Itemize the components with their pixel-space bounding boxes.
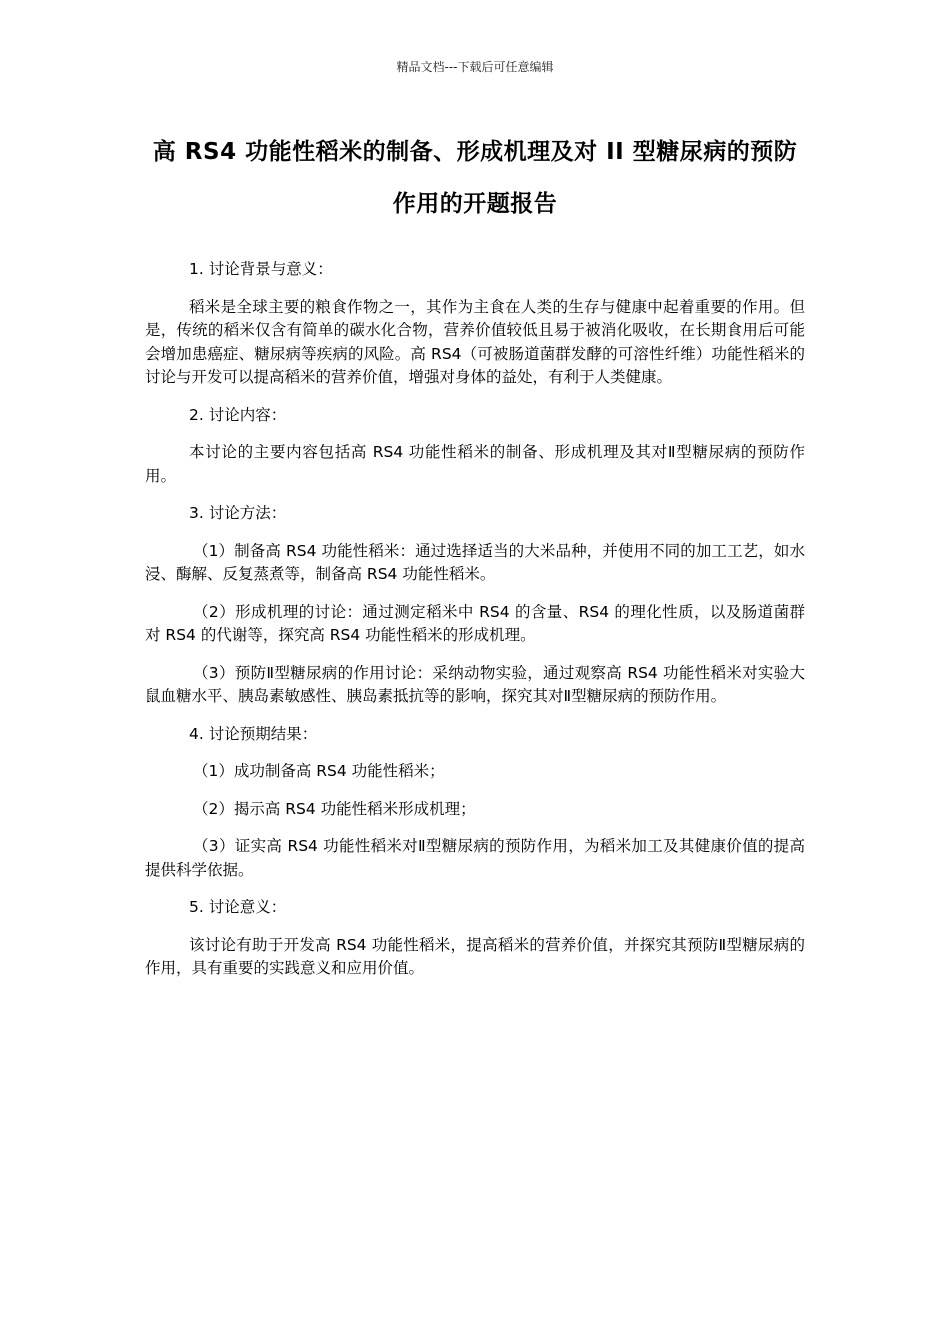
section-paragraph: 该讨论有助于开发高 RS4 功能性稻米，提高稻米的营养价值，并探究其预防Ⅱ型糖尿病的作用，具有重要的实践意义和应用价值。	[145, 935, 805, 977]
section-heading: 3. 讨论方法：	[189, 504, 287, 522]
document-body	[145, 258, 805, 995]
document-title: 高 RS4 功能性稻米的制备、形成机理及对 II 型糖尿病的预防作用的开题报告	[152, 139, 798, 217]
method-item: （3）预防Ⅱ型糖尿病的作用讨论：采纳动物实验，通过观察高 RS4 功能性稻米对实验大鼠血糖水平、胰岛素敏感性、胰岛素抵抗等的影响，探究其对Ⅱ型糖尿病的预防作用。	[145, 663, 805, 705]
section-paragraph: 稻米是全球主要的粮食作物之一，其作为主食在人类的生存与健康中起着重要的作用。但是，传统的稻米仅含有简单的碳水化合物，营养价值较低且易于被消化吸收，在长期食用后可能会增加患癌症、糖尿病等疾病的风险。高 RS4（可被肠道菌群发酵的可溶性纤维）功能性稻米的讨论与开发可以提高稻米的营养价值，增强对身体的益处，有利于人类健康。	[145, 297, 805, 386]
section-paragraph: 本讨论的主要内容包括高 RS4 功能性稻米的制备、形成机理及其对Ⅱ型糖尿病的预防作用。	[145, 443, 805, 485]
expected-result-item: （2）揭示高 RS4 功能性稻米形成机理；	[193, 799, 476, 818]
method-item: （2）形成机理的讨论：通过测定稻米中 RS4 的含量、RS4 的理化性质，以及肠道菌群对 RS4 的代谢等，探究高 RS4 功能性稻米的形成机理。	[145, 602, 805, 644]
section-heading: 1. 讨论背景与意义：	[189, 260, 333, 278]
section-heading: 4. 讨论预期结果：	[189, 724, 318, 743]
expected-result-item: （1）成功制备高 RS4 功能性稻米；	[193, 762, 445, 780]
section-heading: 5. 讨论意义：	[189, 898, 287, 916]
section-heading: 2. 讨论内容：	[189, 405, 287, 424]
page-header-note: 精品文档---下载后可任意编辑	[396, 60, 554, 74]
method-item: （1）制备高 RS4 功能性稻米：通过选择适当的大米品种，并使用不同的加工工艺，如水浸、酶解、反复蒸煮等，制备高 RS4 功能性稻米。	[145, 541, 805, 583]
expected-result-item: （3）证实高 RS4 功能性稻米对Ⅱ型糖尿病的预防作用，为稻米加工及其健康价值的提高提供科学依据。	[145, 837, 805, 879]
